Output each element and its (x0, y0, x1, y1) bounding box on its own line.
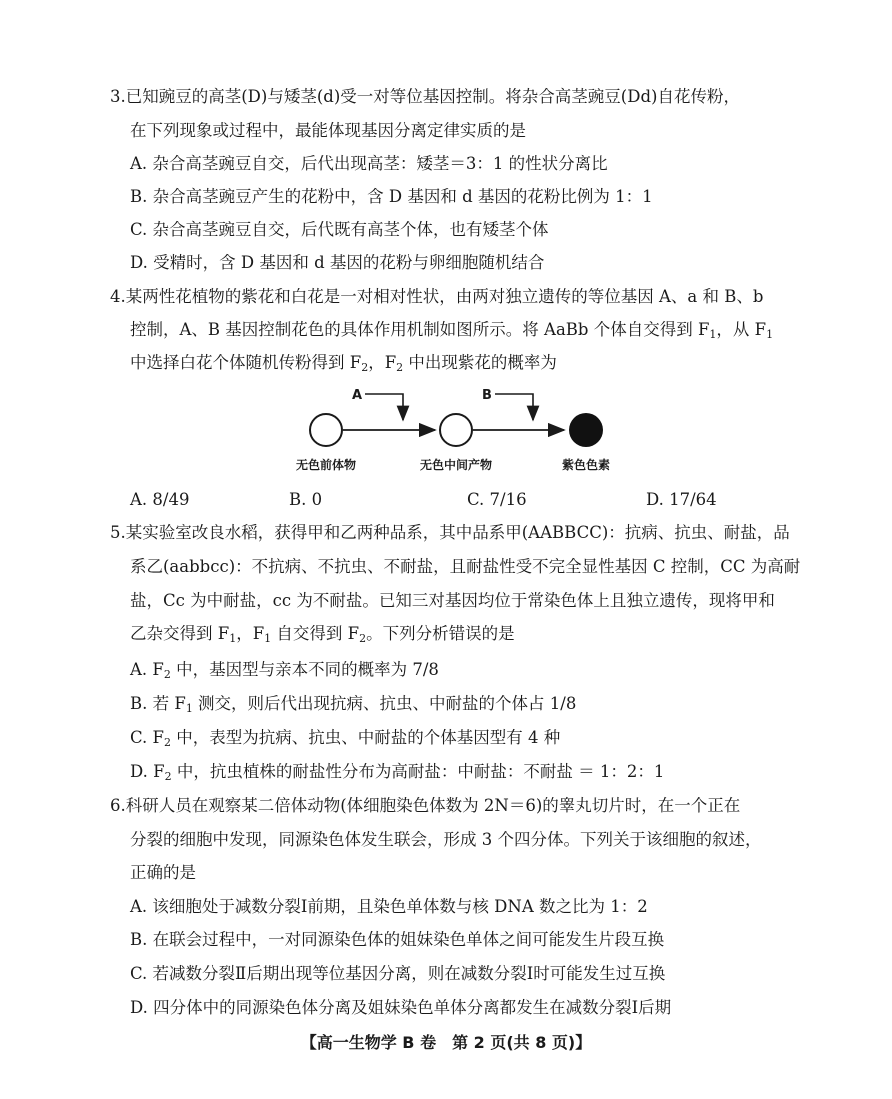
q6-option-d: D. 四分体中的同源染色体分离及姐妹染色单体分离都发生在减数分裂Ⅰ后期 (130, 998, 672, 1017)
q4-stem-line1: 4.某两性花植物的紫花和白花是一对相对性状，由两对独立遗传的等位基因 A、a 和 B、b (110, 287, 764, 306)
q5-stem-line4: 乙杂交得到 $F_1$，$F_1$ 自交得到 $F_2$。下列分析错误的是 (130, 624, 515, 645)
q4-option-c: C. 7/16 (467, 490, 527, 509)
q6-option-a: A. 该细胞处于减数分裂Ⅰ前期，且染色单体数与核 DNA 数之比为 1：2 (130, 897, 648, 916)
q5-stem-line3: 盐，Cc 为中耐盐，cc 为不耐盐。已知三对基因均位于常染色体上且独立遗传，现将甲和 (130, 591, 775, 610)
gene-b-label: B (482, 388, 492, 403)
q3-option-c: C. 杂合高茎豌豆自交，后代既有高茎个体，也有矮茎个体 (130, 220, 549, 239)
q4-stem-line3: 中选择白花个体随机传粉得到 $F_2$，$F_2$ 中出现紫花的概率为 (130, 353, 557, 374)
q5-stem-line1: 5.某实验室改良水稻，获得甲和乙两种品系，其中品系甲(AABBCC)：抗病、抗虫、耐盐，品 (110, 523, 790, 542)
q6-stem-line2: 分裂的细胞中发现，同源染色体发生联会，形成 3 个四分体。下列关于该细胞的叙述， (130, 830, 762, 849)
q6-stem-line1: 6.科研人员在观察某二倍体动物(体细胞染色体数为 2N＝6)的睾丸切片时，在一个正在 (110, 796, 741, 815)
q4-option-d: D. 17/64 (646, 490, 717, 509)
q5-stem-line2: 系乙(aabbcc)：不抗病、不抗虫、不耐盐，且耐盐性受不完全显性基因 C 控制，CC 为高耐 (130, 557, 801, 576)
q6-option-b: B. 在联会过程中，一对同源染色体的姐妹染色单体之间可能发生片段互换 (130, 930, 665, 949)
q5-option-d: D. $F_2$ 中，抗虫植株的耐盐性分布为高耐盐：中耐盐：不耐盐 ＝ 1：2：1 (130, 762, 665, 783)
flower-color-pathway-diagram (290, 385, 620, 485)
gene-a-arrow (365, 394, 403, 420)
q5-option-b: B. 若 $F_1$ 测交，则后代出现抗病、抗虫、中耐盐的个体占 1/8 (130, 694, 577, 715)
intermediate-node (440, 414, 472, 446)
gene-b-arrow (495, 394, 533, 420)
q6-option-c: C. 若减数分裂Ⅱ后期出现等位基因分离，则在减数分裂Ⅰ时可能发生过互换 (130, 964, 666, 983)
gene-a-label: A (352, 388, 363, 403)
q6-stem-line3: 正确的是 (130, 863, 196, 882)
q3-option-d: D. 受精时，含 D 基因和 d 基因的花粉与卵细胞随机结合 (130, 253, 545, 272)
page-footer: 【高一生物学 B 卷 第 2 页(共 8 页)】 (300, 1033, 592, 1052)
q3-stem-line2: 在下列现象或过程中，最能体现基因分离定律实质的是 (130, 121, 526, 140)
intermediate-label: 无色中间产物 (419, 458, 493, 472)
pigment-label: 紫色色素 (561, 458, 611, 472)
precursor-node (310, 414, 342, 446)
q4-stem-line2: 控制，A、B 基因控制花色的具体作用机制如图所示。将 AaBb 个体自交得到 $F_1$，从 $F_1$ (130, 320, 774, 341)
q4-option-b: B. 0 (289, 490, 323, 509)
precursor-label: 无色前体物 (295, 458, 357, 472)
q3-option-a: A. 杂合高茎豌豆自交，后代出现高茎：矮茎＝3：1 的性状分离比 (130, 154, 608, 173)
q5-option-c: C. $F_2$ 中，表型为抗病、抗虫、中耐盐的个体基因型有 4 种 (130, 728, 561, 749)
q3-stem-line1: 3.已知豌豆的高茎(D)与矮茎(d)受一对等位基因控制。将杂合高茎豌豆(Dd)自花传粉， (110, 87, 740, 106)
q3-option-b: B. 杂合高茎豌豆产生的花粉中，含 D 基因和 d 基因的花粉比例为 1：1 (130, 187, 653, 206)
q5-option-a: A. $F_2$ 中，基因型与亲本不同的概率为 7/8 (130, 660, 439, 681)
pigment-node (569, 413, 603, 447)
q4-option-a: A. 8/49 (130, 490, 190, 509)
